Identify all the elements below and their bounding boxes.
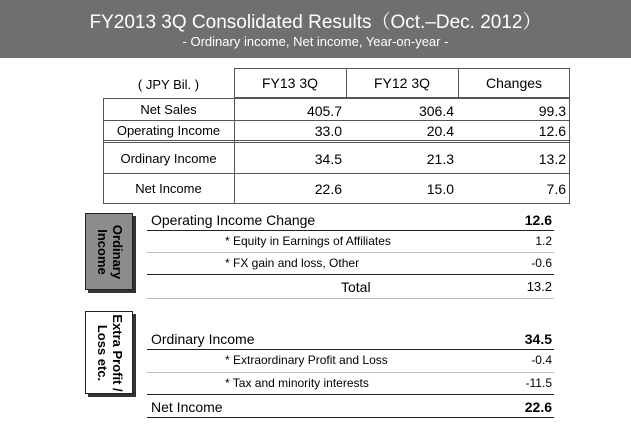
cell-fy12: 21.3 bbox=[426, 151, 454, 167]
cell-fy13: 405.7 bbox=[306, 103, 342, 119]
cell-change: 7.6 bbox=[546, 181, 566, 197]
column-header-changes: Changes bbox=[485, 75, 543, 91]
ordinary-income-value: 34.5 bbox=[524, 331, 552, 347]
cell-fy12: 20.4 bbox=[426, 123, 454, 139]
cell-fy12: 15.0 bbox=[426, 181, 454, 197]
item-label: * Equity in Earnings of Affiliates bbox=[225, 234, 391, 248]
column-header-fy13: FY13 3Q bbox=[261, 75, 319, 91]
item-value: 1.2 bbox=[535, 234, 552, 248]
cell-fy13: 22.6 bbox=[314, 181, 342, 197]
net-income-label: Net Income bbox=[151, 399, 223, 415]
extra-profit-loss-side-label: Extra Profit / Loss etc. bbox=[85, 311, 133, 394]
row-label: Net Income bbox=[135, 181, 202, 196]
total-value: 13.2 bbox=[526, 279, 552, 294]
operating-income-change-label: Operating Income Change bbox=[151, 212, 316, 228]
unit-label: ( JPY Bil. ) bbox=[137, 77, 200, 92]
page-title: FY2013 3Q Consolidated Results（Oct.–Dec. 2012） bbox=[89, 12, 542, 33]
row-label: Ordinary Income bbox=[120, 151, 217, 166]
operating-income-change-value: 12.6 bbox=[524, 212, 552, 228]
column-header-fy12: FY12 3Q bbox=[373, 75, 431, 91]
cell-change: 13.2 bbox=[538, 151, 566, 167]
header-banner bbox=[0, 0, 631, 58]
cell-fy13: 33.0 bbox=[314, 123, 342, 139]
cell-change: 99.3 bbox=[538, 103, 566, 119]
row-label: Operating Income bbox=[116, 123, 221, 138]
cell-fy13: 34.5 bbox=[314, 151, 342, 167]
item-label: * Tax and minority interests bbox=[225, 376, 369, 390]
row-label: Net Sales bbox=[140, 102, 197, 117]
cell-fy12: 306.4 bbox=[418, 103, 454, 119]
cell-change: 12.6 bbox=[538, 123, 566, 139]
item-value: -11.5 bbox=[525, 376, 552, 390]
total-label: Total bbox=[341, 279, 371, 295]
net-income-value: 22.6 bbox=[524, 399, 552, 415]
page-subtitle: - Ordinary income, Net income, Year-on-year - bbox=[182, 34, 449, 49]
item-label: * Extraordinary Profit and Loss bbox=[225, 353, 388, 367]
ordinary-income-label: Ordinary Income bbox=[151, 331, 255, 347]
ordinary-income-side-label: Ordinary Income bbox=[85, 213, 133, 290]
item-label: * FX gain and loss, Other bbox=[225, 256, 360, 270]
item-value: -0.4 bbox=[531, 353, 552, 367]
item-value: -0.6 bbox=[531, 256, 552, 270]
